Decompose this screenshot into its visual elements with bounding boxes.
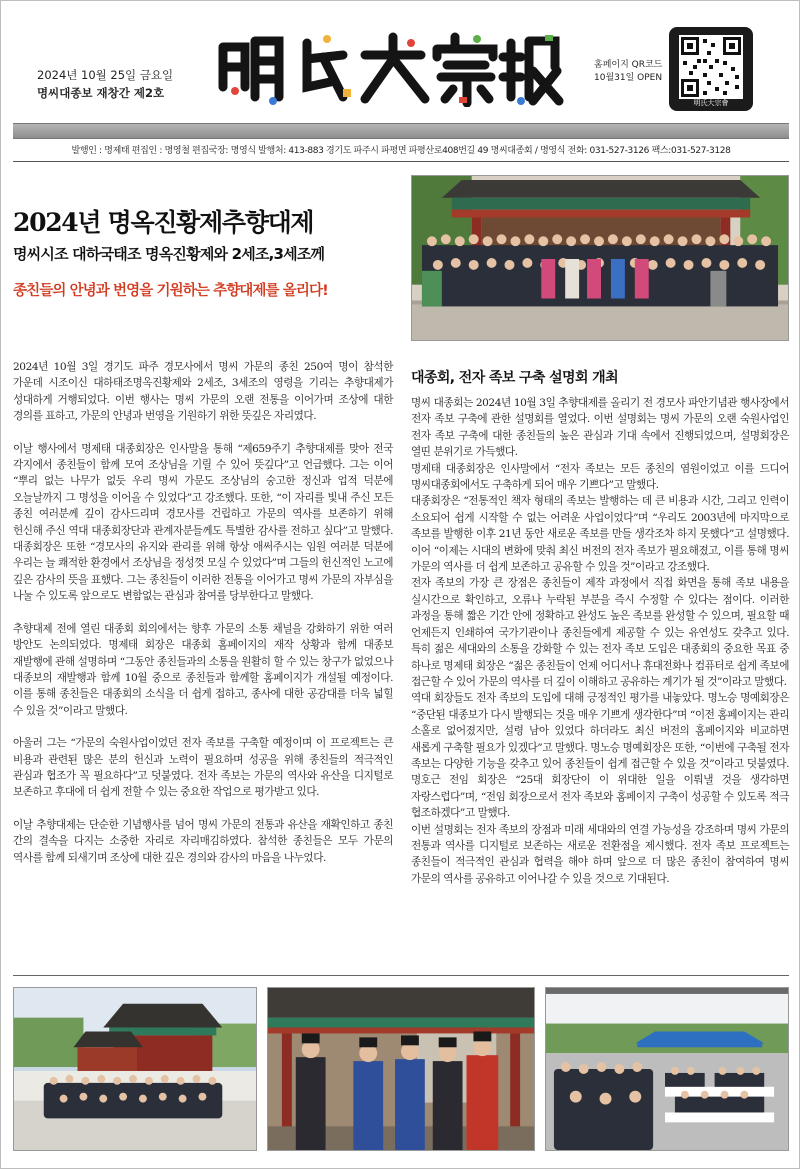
sidebar-article-paragraph: 명씨 대종회는 2024년 10월 3일 추향대제를 올리기 전 경모사 파안기념관 행사장에서 전자 족보 구축에 관한 설명회를 열었다. 이번 설명회는 명씨 가문의 오랜 숙원사업인 전자 족보 구축에 대한 종친들의 높은 관심과 기대 속에서 진행되었으며, 설명회장은 열띤 분위기로 가득했다.: [411, 397, 789, 459]
qr-code-icon: [679, 35, 743, 99]
issue-date: 2024년 10월 25일 금요일: [37, 68, 174, 82]
headline-tagline: 종친들의 안녕과 번영을 기원하는 추향대제를 올리다!: [13, 283, 328, 299]
homepage-label: 홈페이지 QR코드: [594, 60, 663, 70]
photo-divider: [13, 975, 789, 976]
masthead: [1, 1, 800, 121]
publisher-info: 발행인 : 명제태 편집인 : 명영철 편집국장: 명영식 발행처: 413-883 경기도 파주시 파평면 파평산로408번길 49 명씨대종회 / 명영식 전화: 031-527-3126 팩스:031-527-3128: [71, 146, 731, 156]
main-article-paragraph: 이날 행사에서 명제태 대종회장은 인사말을 통해 “제659주기 추향대제를 맞아 전국 각지에서 종친들이 함께 모여 조상님을 기릴 수 있어 뜻깊다”고 언급했다. 그는 이어 “뿌리 없는 나무가 없듯 우리 명씨 가문도 조상님의 숭고한 정신과 업적 덕분에 오늘날까지 그 명성을 이어올 수 있었다”고 강조했다. 또한, “이 자리를 빛내 주신 모든 종친 여러분께 깊이 감사드리며 경모사를 건립하고 가문의 역사를 보존하기 위해 헌신해 주신 역대 대종회장단과 관계자분들께도 특별한 감사를 전하고 싶다”고 말했다. 대종회장은 또한 “경모사의 유지와 관리를 위해 항상 애써주시는 임원 여러분 덕분에 우리는 늘 쾌적한 환경에서 조상님을 정성껏 모실 수 있었다”며 그들의 헌신적인 노고에 깊은 감사의 뜻을 표했다. 그는 종친들이 이러한 전통을 이어가고 명씨 가문의 자부심을 나눌 수 있도록 앞으로도 변함없는 관심과 참여를 당부한다고 말했다.: [13, 442, 393, 603]
main-article-paragraph: 추향대제 전에 열린 대종회 회의에서는 향후 가문의 소통 채널을 강화하기 위한 여러 방안도 논의되었다. 명제태 회장은 대종회 홈페이지의 재작 상황과 함께 대종보 재발행에 관해 설명하며 “그동안 종친들과의 소통을 원활히 할 수 있는 창구가 없었으나 대종보의 재발행과 함께 10월 중으로 종친들과 함께할 홈페이지가 개설될 예정이다. 이를 통해 종친들은 대종회의 소식을 더 쉽게 접하고, 종사에 대한 공감대를 더욱 넓힐 수 있을 것”이라고 말했다.: [13, 622, 393, 717]
main-article-paragraph: 아울러 그는 “가문의 숙원사업이었던 전자 족보를 구축할 예정이며 이 프로젝트는 큰 비용과 관련된 많은 분의 헌신과 노력이 필요하며 성공을 위해 종친들의 적극적인 관심과 협조가 꼭 필요하다”고 덧붙였다. 전자 족보는 가문의 역사와 유산을 디지털로 보존하고 후대에 더 쉽게 전할 수 있는 중요한 작업으로 평가받고 있다.: [13, 737, 393, 799]
header-rule-bar: [13, 123, 789, 139]
masthead-logo: [215, 27, 567, 107]
photo-tent-gathering: [545, 987, 789, 1151]
homepage-qr-code[interactable]: [669, 27, 753, 111]
main-article-paragraph: 2024년 10월 3일 경기도 파주 경모사에서 명씨 가문의 종친 250여 명이 참석한 가운데 시조이신 대하태조명옥진황제와 2세조, 3세조의 영령을 기리는 추향대제가 성대하게 거행되었다. 이번 행사는 명씨 가문의 오랜 전통을 이어가며 조상에 대한 경의를 표하고, 가문의 안녕과 번영을 기원하기 위한 뜻깊은 자리였다.: [13, 361, 393, 423]
headline-title: 2024년 명옥진황제추향대제: [13, 208, 314, 237]
bottom-photo-strip: [13, 987, 789, 1151]
qr-caption: 明氏大宗會: [693, 99, 729, 107]
group-photo-shrine: [411, 175, 789, 341]
photo-pavilion-gathering: [13, 987, 257, 1151]
sidebar-article-paragraph: 대종회장은 “전통적인 책자 형태의 족보는 발행하는 데 큰 비용과 시간, 그리고 인력이 소요되어 쉽게 시작할 수 없는 어려운 사업이었다”며 “우리도 2003년에 마지막으로 족보를 발행한 이후 21년 동안 새로운 족보를 만들 생각조차 하지 못했다”고 설명했다. 이어 “이제는 시대의 변화에 맞춰 최신 버전의 전자 족보가 필요해졌고, 이를 통해 명씨 가문의 역사를 더 쉽게 보존하고 공유할 수 있을 것”이라고 강조했다.: [411, 495, 789, 574]
homepage-qr-label: [594, 59, 662, 85]
issue-number: 명씨대종보 재창간 제2호: [37, 86, 165, 100]
homepage-open-date: 10월31일 OPEN: [594, 73, 663, 83]
sidebar-article-paragraph: 역대 회장들도 전자 족보의 도입에 대해 긍정적인 평가를 내놓았다. 명노승 명예회장은 “중단된 대종보가 다시 발행되는 것을 매우 기쁘게 생각한다”며 “이전 홈페이지는 관리 소홀로 없어졌지만, 설령 남아 있었다 하더라도 최신 버전의 홈페이지와 비교하면 새롭게 구축할 필요가 있겠다”고 말했다. 명노승 명예회장은 또한, “이번에 구축될 전자 족보는 다양한 기능을 갖추고 있어 종친들이 쉽게 접근할 수 있을 것”이라고 덧붙였다. 명호근 전임 회장은 “25대 회장단이 이 위대한 일을 이뤄낼 것을 생각하면 자랑스럽다”며, “전임 회장으로서 전자 족보와 홈페이지 구축이 성공할 수 있도록 적극 협조하겠다”고 말했다.: [411, 692, 789, 820]
sidebar-article-title: 대종회, 전자 족보 구축 설명회 개최: [411, 370, 619, 386]
headline-subtitle: 명씨시조 대하국태조 명옥진황제와 2세조,3세조께: [13, 245, 325, 263]
sidebar-article-paragraph: 명제태 대종회장은 인사말에서 “전자 족보는 모든 종친의 염원이었고 이를 드디어 명씨대종회에서도 구축하게 되어 매우 기쁘다”고 말했다.: [411, 462, 789, 492]
sidebar-article: [411, 395, 789, 887]
sidebar-article-paragraph: 이번 설명회는 전자 족보의 장점과 미래 세대와의 연결 가능성을 강조하며 명씨 가문의 전통과 역사를 디지털로 보존하는 새로운 전환점을 제시했다. 전자 족보 프로젝트는 종친들이 적극적인 관심과 협력을 해야 하며 앞으로 더 많은 종친이 참여하여 명씨 가문의 역사를 공유하고 이어나갈 수 있을 것으로 기대된다.: [411, 823, 789, 885]
photo-ritual-ceremony: [267, 987, 535, 1151]
sidebar-article-paragraph: 전자 족보의 가장 큰 장점은 종친들이 제작 과정에서 직접 화면을 통해 족보 내용을 실시간으로 확인하고, 오류나 누락된 부분을 즉시 수정할 수 있다는 점이다. 이러한 과정을 통해 짧은 기간 안에 정확하고 완성도 높은 족보를 완성할 수 있으며, 필요할 때 언제든지 인쇄하여 국가기관이나 종친들에게 제공할 수 있는 유연성도 갖추고 있다. 특히 젊은 세대와의 소통을 강화할 수 있는 전자 족보 도입은 대종회의 중요한 목표 중 하나로 명제태 회장은 “젊은 종친들이 언제 어디서나 휴대전화나 컴퓨터로 쉽게 족보에 접근할 수 있어 가문의 역사를 더 깊이 이해하고 공유하는 계기가 될 것”이라고 말했다.: [411, 577, 789, 688]
publisher-divider: [13, 161, 789, 162]
main-article: [13, 359, 393, 882]
main-article-paragraph: 이날 추향대제는 단순한 기념행사를 넘어 명씨 가문의 전통과 유산을 재확인하고 종친 간의 결속을 다지는 소중한 자리로 자리매김하였다. 참석한 종친들은 모두 가문의 역사를 함께 되새기며 조상에 대한 깊은 경의와 감사의 마음을 나누었다.: [13, 818, 393, 864]
